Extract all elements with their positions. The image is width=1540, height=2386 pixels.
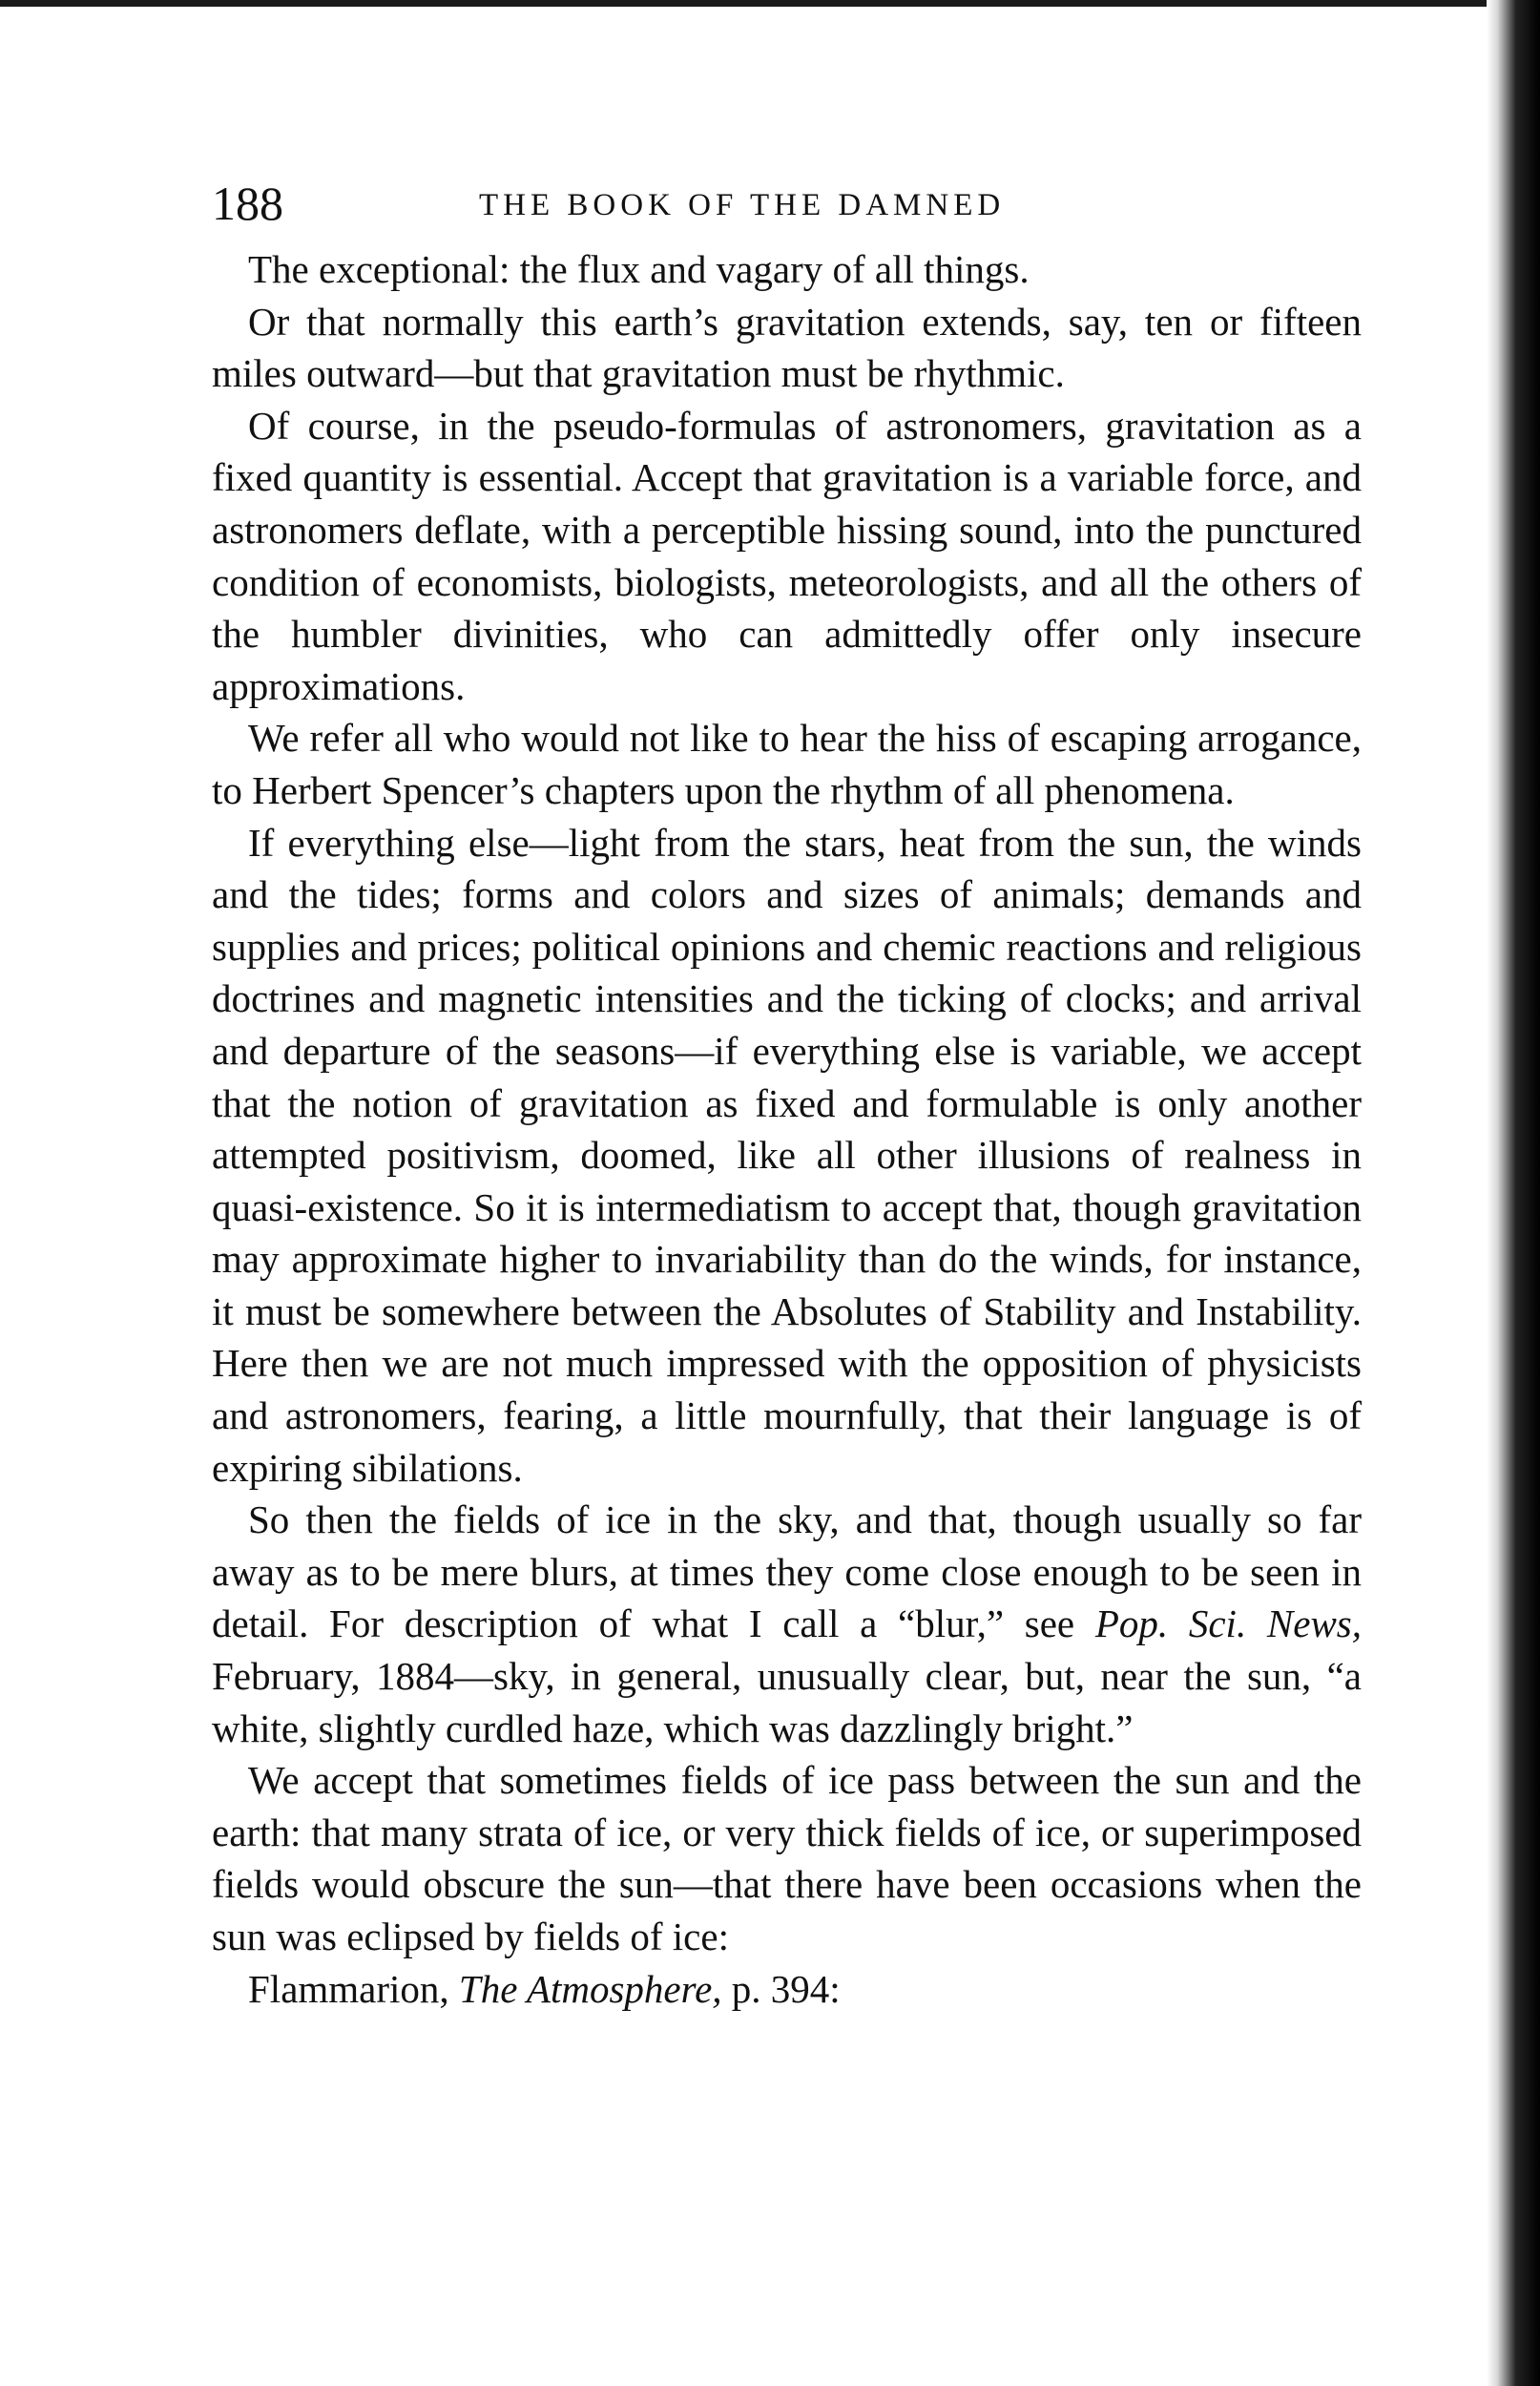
paragraph-6-text-b: February, 1884—sky, in general, unusually clear, but, near the sun, “a white, slightly curdled haze, which was dazzlingly bright.” — [212, 1654, 1362, 1750]
paragraph-7: We accept that sometimes fields of ice pass between the sun and the earth: that many strata of ice, or very thick fields of ice, or superimposed fields would obscure the sun—that there have been occasions when the sun was eclipsed by fields of ice: — [212, 1758, 1362, 1958]
paragraph-6 — [212, 1494, 1362, 1754]
paragraph-2: Or that normally this earth’s gravitation extends, say, ten or fifteen miles outward—but that gravitation must be rhythmic. — [212, 299, 1362, 396]
running-title: THE BOOK OF THE DAMNED — [479, 188, 1006, 222]
paragraph-8-text-b: p. 394: — [721, 1966, 841, 2011]
citation-the-atmosphere: The Atmosphere, — [458, 1966, 722, 2011]
top-border — [0, 0, 1540, 7]
paragraph-6-text-a: So then the fields of ice in the sky, and that, though usually so far away as to be mere blurs, at times they come close enough to be seen in detail. For description of what I call a “blur,” see — [212, 1497, 1362, 1646]
paragraph-4: We refer all who would not like to hear the hiss of escaping arrogance, to Herbert Spencer’s chapters upon the rhythm of all phenomena. — [212, 716, 1362, 812]
paragraph-8 — [212, 1963, 1362, 2016]
paragraph-3: Of course, in the pseudo-formulas of astronomers, gravitation as a fixed quantity is essential. Accept that gravitation is a variable force, and astronomers deflate, with a perceptible hissing sound, into the punctured condition of economists, biologists, meteorologists, and all the others of the humbler divinities, who can admittedly offer only insecure approximations. — [212, 403, 1362, 708]
paragraph-5: If everything else—light from the stars, heat from the sun, the winds and the tides; forms and colors and sizes of animals; demands and supplies and prices; political opinions and chemic reactions and religious doctrines and magnetic intensities and the ticking of clocks; and arrival and departure of the seasons—if everything else is variable, we accept that the notion of gravitation as fixed and formulable is only another attempted positivism, doomed, like all other illusions of realness in quasi-existence. So it is intermediatism to accept that, though gravitation may approximate higher to invariability than do the winds, for instance, it must be somewhere between the Absolutes of Stability and Instability. Here then we are not much impressed with the opposition of physicists and astronomers, fearing, a little mournfully, that their language is of expiring sibilations. — [212, 820, 1362, 1490]
page-number: 188 — [212, 177, 283, 230]
paragraph-8-text-a: Flammarion, — [248, 1966, 459, 2011]
paragraph-1: The exceptional: the flux and vagary of all things. — [248, 247, 1030, 291]
body-text — [212, 243, 1362, 2015]
citation-pop-sci-news: Pop. Sci. News, — [1094, 1601, 1362, 1646]
page-header — [212, 170, 1385, 237]
page-edge-shadow — [1487, 0, 1540, 2386]
